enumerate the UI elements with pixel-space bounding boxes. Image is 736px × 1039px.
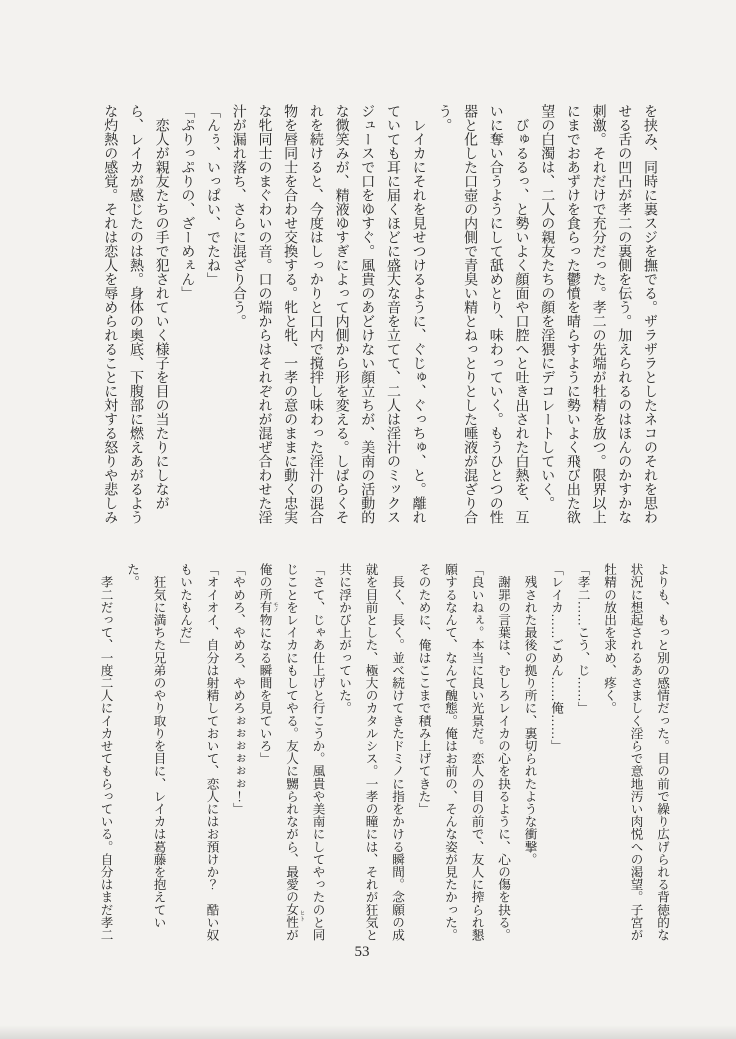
text-column: を挟み、同時に裏スジを撫でる。ザラザラとしたネコのそれを思わ <box>642 104 657 524</box>
text-column: 恋人が親友たちの手で犯されていく様子を目の当たりにしなが <box>153 104 169 510</box>
text-column: 「孝二……こう、じ……」 <box>575 563 590 715</box>
text-column: じことをレイカにもしてやる。友人に嬲られながら、最愛の女性 ヒトが <box>284 563 304 942</box>
text-column: 狂気に満ちた兄弟のやり取りを目に、レイカは葛藤を抱えてい <box>151 563 166 929</box>
text-column: 「ぷりっぷりの、ざーめぇん」 <box>179 104 195 300</box>
text-column: びゅるるっ、と勢いよく顔面や口腔へと吐き出された白熱を、互 <box>513 104 529 524</box>
text-column: 俺の所有物 モノになる瞬間を見ていろ」 <box>257 563 278 765</box>
text-column: せる舌の凹凸が孝二の裏側を伝う。加えられるのはほんのかすかな <box>616 104 632 524</box>
page-number: 53 <box>354 944 370 960</box>
text-column: 謝罪の言葉は、むしろレイカの心を抉るように、心の傷を抉る。 <box>496 563 510 941</box>
text-column: 「オイオイ、自分は射精しておいて、恋人にはお預けか？ 酷い奴 <box>204 563 219 941</box>
text-column: レイカにそれを見せつけるように、ぐじゅ、ぐっちゅ、と。離れ <box>410 104 426 524</box>
scan-edge-shadow <box>0 1025 736 1039</box>
text-column: 残された最後の拠り所に、裏切られたような衝撃。 <box>522 563 537 866</box>
text-band-top <box>97 104 662 524</box>
text-column: 刺激。それだけで充分だった。孝二の先端が牡精を放つ。限界以上 <box>590 104 606 524</box>
text-column: れを続けると、今度はしっかりと口内で撹拌し味わった淫汁の混合 <box>307 104 323 524</box>
text-column: 望の白濁は、二人の親友たちの顔を淫猥にデコレートしていく。 <box>539 104 555 510</box>
text-column: 「良いねぇ。本当に良い光景だ。恋人の目の前で、友人に搾られ懇 <box>469 563 484 941</box>
text-column: た。 <box>125 563 139 589</box>
text-band-bottom <box>92 563 675 941</box>
text-column: 「んぅ、いっぱい、でたね」 <box>205 104 221 286</box>
text-column: 共に浮かび上がっていた。 <box>337 563 351 715</box>
text-column: ジュースで口をゆすぐ。風貴のあどけない顔立ちが、美南の活動的 <box>359 104 375 524</box>
text-column: ていても耳に届くほどに盛大な音を立てて、二人は淫汁のミックス <box>384 104 400 524</box>
text-column: よりも、もっと別の感情だった。目の前で繰り広げられる背徳的な <box>655 563 669 941</box>
text-column: 願するなんて、なんて醜態。俺はお前の、そんな姿が見たかった。 <box>443 563 457 941</box>
text-column: 就を目前とした、極大のカタルシス。一孝の瞳には、それが狂気と <box>363 563 378 941</box>
text-column: な牝同士のまぐわいの音。口の端からはそれぞれが混ぜ合わせた淫 <box>256 104 272 524</box>
ruby-annotated-word: 女性 ヒト <box>284 903 304 929</box>
text-column: 物を唇同士を合わせ交換する。牝と牝、一孝の意のままに動く忠実 <box>282 104 298 524</box>
text-column: そのために、俺はここまで積み上げてきた」 <box>416 563 431 815</box>
text-column: 孝二だって、一度二人にイカせてもらっている。自分はまだ孝二 <box>98 563 113 941</box>
text-column: 「さて、じゃあ仕上げと行こうか。風貴や美南にしてやったのと同 <box>310 563 325 941</box>
text-column: もいたもんだ」 <box>178 563 192 652</box>
text-column: な微笑みが、精液ゆすぎによって内側から形を変える。しばらくそ <box>333 104 349 524</box>
text-column: ら、レイカが感じたのは熱。身体の奥底、下腹部に燃えあがるよう <box>127 104 143 524</box>
text-column: 汁が漏れ落ち、さらに混ざり合う。 <box>230 104 246 328</box>
text-column: 「レイカ……ごめん……俺……」 <box>549 563 563 752</box>
text-column: いに奪い合うようにして舐めとり、味わっていく。もうひとつの性 <box>487 104 503 524</box>
text-column: う。 <box>436 104 452 132</box>
text-column: 状況に想起されるあさましく淫らで意地汚い肉悦への渇望。子宮が <box>628 563 643 941</box>
text-column: 器と化した口壺の内側で青臭い精とねっとりとした唾液が混ざり合 <box>462 104 478 524</box>
text-column: な灼熱の感覚。それは恋人を辱められることに対する怒りや悲しみ <box>102 104 118 524</box>
text-column: 「やめろ、やめろ、やめろぉぉぉぉぉぉ！」 <box>231 563 245 815</box>
text-column: 長く、長く。並べ続けてきたドミノに指をかける瞬間。念願の成 <box>390 563 404 941</box>
text-column: 牡精の放出を求め、疼く。 <box>602 563 616 715</box>
ruby-annotated-word: 所有物 モノ <box>257 588 278 627</box>
text-column: にまでおあずけを食らった鬱憤を晴らすように勢いよく飛び出た欲 <box>564 104 580 524</box>
